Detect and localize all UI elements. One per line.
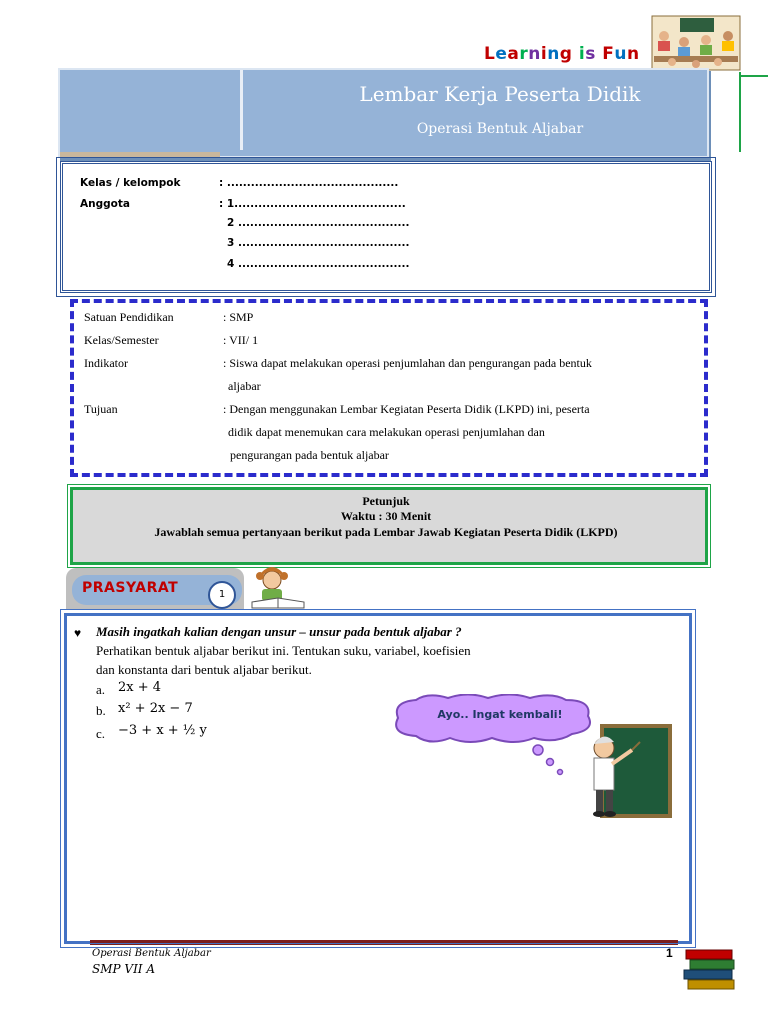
members-label: Anggota bbox=[80, 198, 130, 210]
section-label: PRASYARAT bbox=[82, 580, 179, 596]
brand-letter: F bbox=[602, 44, 615, 64]
brand-letter: a bbox=[507, 44, 520, 64]
brand-letter: i bbox=[540, 44, 548, 64]
item-c-label: c. bbox=[96, 726, 106, 741]
brand-letter: L bbox=[484, 44, 496, 64]
class-label: Kelas/Semester bbox=[84, 333, 159, 347]
unit-value: : SMP bbox=[223, 310, 254, 324]
instruction-time: Waktu : 30 Menit bbox=[340, 509, 432, 523]
class-group-field[interactable]: : ........................................... bbox=[219, 177, 399, 189]
heart-bullet-icon: ♥ bbox=[74, 626, 82, 640]
footer-class: SMP VII A bbox=[92, 962, 156, 976]
brand-title bbox=[484, 44, 640, 64]
instruction-text: Jawablah semua pertanyaan berikut pada Lembar Jawab Kegiatan Peserta Didik (LKPD) bbox=[154, 525, 618, 539]
item-c-expression: −3 + x + ½ y bbox=[118, 723, 207, 738]
page-subtitle: Operasi Bentuk Aljabar bbox=[416, 121, 584, 137]
item-b-label: b. bbox=[96, 703, 106, 718]
brand-letter: n bbox=[627, 44, 640, 64]
section-number: 1 bbox=[208, 581, 236, 609]
teacher-chalkboard-illustration bbox=[568, 720, 674, 822]
indicator-text-1: : Siswa dapat melakukan operasi penjumlahan dan pengurangan pada bentuk bbox=[223, 356, 592, 370]
member-field-3[interactable]: 3 ........................................... bbox=[227, 237, 410, 249]
member-field-1[interactable]: : 1........................................... bbox=[219, 198, 406, 210]
question-line-2: dan konstanta dari bentuk aljabar berikut. bbox=[96, 662, 312, 677]
member-field-4[interactable]: 4 ........................................... bbox=[227, 258, 410, 270]
brand-letter: r bbox=[519, 44, 529, 64]
unit-label: Satuan Pendidikan bbox=[84, 310, 174, 324]
question-line-1: Perhatikan bentuk aljabar berikut ini. Tentukan suku, variabel, koefisien bbox=[96, 643, 471, 658]
header-left-panel bbox=[58, 70, 243, 150]
instruction-heading: Petunjuk bbox=[362, 494, 410, 508]
identity-box bbox=[70, 299, 708, 477]
member-field-2[interactable]: 2 ........................................... bbox=[227, 217, 410, 229]
decorative-corner bbox=[738, 72, 768, 152]
goal-text-1: : Dengan menggunakan Lembar Kegiatan Peserta Didik (LKPD) ini, peserta bbox=[223, 402, 590, 416]
item-a-label: a. bbox=[96, 682, 106, 697]
brand-letter: e bbox=[495, 44, 508, 64]
goal-text-2: didik dapat menemukan cara melakukan operasi penjumlahan dan bbox=[228, 425, 545, 439]
thought-bubble bbox=[388, 694, 598, 776]
goal-text-3: pengurangan pada bentuk aljabar bbox=[230, 448, 389, 462]
goal-label: Tujuan bbox=[84, 402, 118, 416]
bubble-text: Ayo.. Ingat kembali! bbox=[437, 708, 563, 721]
page-number: 1 bbox=[666, 946, 673, 960]
class-group-label: Kelas / kelompok bbox=[80, 177, 181, 189]
brand-letter: n bbox=[528, 44, 541, 64]
footer-rule-thick bbox=[90, 940, 678, 943]
brand-letter: i bbox=[578, 44, 586, 64]
class-value: : VII/ 1 bbox=[223, 333, 259, 347]
classroom-illustration bbox=[650, 14, 742, 72]
item-a-expression: 2x + 4 bbox=[118, 680, 162, 695]
books-icon bbox=[680, 944, 742, 994]
indicator-label: Indikator bbox=[84, 356, 128, 370]
decorative-strip bbox=[60, 150, 220, 160]
indicator-text-2: aljabar bbox=[228, 379, 261, 393]
question-prompt: Masih ingatkah kalian dengan unsur – unsur pada bentuk aljabar ? bbox=[96, 624, 462, 639]
page-title: Lembar Kerja Peserta Didik bbox=[359, 82, 641, 106]
brand-letter: n bbox=[547, 44, 560, 64]
item-b-expression: x² + 2x − 7 bbox=[118, 701, 193, 716]
footer-rule-thin bbox=[90, 944, 678, 945]
student-reading-illustration bbox=[248, 566, 308, 612]
brand-letter: s bbox=[585, 44, 596, 64]
footer-topic: Operasi Bentuk Aljabar bbox=[92, 948, 211, 959]
brand-letter: g bbox=[559, 44, 573, 64]
brand-letter: u bbox=[614, 44, 627, 64]
